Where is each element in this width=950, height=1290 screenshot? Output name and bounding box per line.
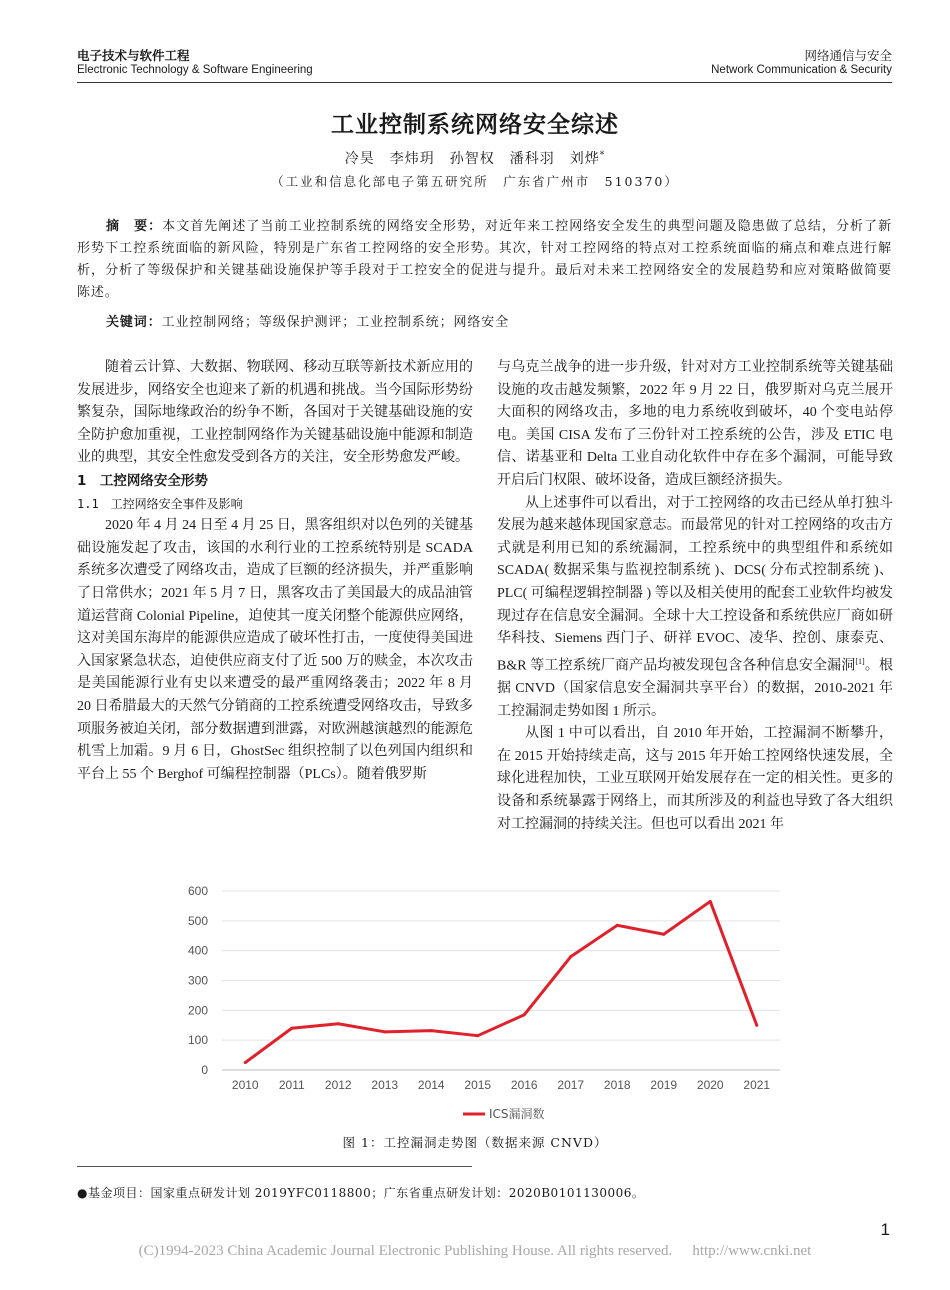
author-names: 冷昊 李炜玥 孙智权 潘科羽 刘烨 [344,151,600,167]
body-column-right [497,357,893,836]
x-tick-label: 2018 [603,1078,631,1092]
y-tick-label: 300 [187,973,208,988]
subsection-heading-1-1: 1.1 工控网络安全事件及影响 [77,496,243,511]
data-point [709,900,712,903]
legend-label: ICS漏洞数 [489,1107,545,1121]
x-tick-label: 2014 [417,1078,445,1092]
data-point [290,1027,293,1030]
intro-paragraph: 随着云计算、大数据、物联网、移动互联等新技术新应用的发展进步，网络安全也迎来了新的机遇和挑战。当今国际形势纷繁复杂，国际地缘政治的纷争不断，各国对于关键基础设施的安全防护愈加重视，工业控制网络作为关键基础设施中能源和制造业的典型，其安全性愈发受到各方的关注，安全形势愈发严峻。 [77,360,473,466]
x-tick-label: 2013 [371,1078,399,1092]
x-tick-label: 2017 [557,1078,585,1092]
x-tick-label: 2016 [510,1078,538,1092]
section-name-en: Network Communication & Security [711,64,892,76]
paragraph-events: 2020 年 4 月 24 日至 4 月 25 日，黑客组织对以色列的关键基础设施发起了攻击，该国的水利行业的工控系统特别是 SCADA 系统多次遭受了网络攻击，造成了巨额的经济损失，并严重影响了日常供水；2021 年 5 月 7 日，黑客攻击了美国最大的成品油管道运营商 Colonial Pipeline，迫使其一度关闭整个能源供应网络，这对美国东海岸的能源供应造成了破坏性打击，一度使得美国进入国家紧急状态，迫使供应商支付了近 500 万的赎金，本次攻击是美国能源行业有史以来遭受的最严重网络袭击；2022 年 8 月 20 日希腊最大的天然气分销商的工控系统遭受网络攻击，导致多项服务被迫关闭，部分数据遭到泄露，对欧洲越演越烈的能源危机雪上加霜。9 月 6 日，GhostSec 组织控制了以色列国内组织和平台上 55 个 Berghof 可编程控制器（PLCs）。随着俄罗斯 [77,518,473,782]
data-point [523,1013,526,1016]
y-tick-label: 600 [187,884,208,898]
data-point [569,955,572,958]
page-number: 1 [880,1220,890,1239]
citation-ref[interactable]: [1] [855,656,865,666]
paragraph-vulnerabilities [497,493,893,724]
y-tick-label: 500 [187,913,208,928]
y-tick-label: 100 [187,1033,208,1048]
cnki-url[interactable]: http://www.cnki.net [692,1243,812,1259]
ics-vulnerability-line-chart [160,876,800,1132]
copyright-text: (C)1994-2023 China Academic Journal Electronic Publishing House. All rights reserved. [138,1243,673,1259]
header-divider [77,82,892,83]
copyright-watermark [0,1243,950,1260]
paragraph-vulnerabilities-b: 。根据 CNVD（国家信息安全漏洞共享平台）的数据，2010-2021 年工控漏洞走势如图 1 所示。 [497,658,893,719]
journal-name-en: Electronic Technology & Software Engineering [77,64,313,76]
corresponding-mark: * [599,150,606,161]
x-tick-label: 2020 [696,1078,724,1092]
x-tick-label: 2015 [464,1078,492,1092]
body-column-left [77,357,473,786]
footnote-divider [77,1166,472,1167]
journal-name-cn: 电子技术与软件工程 [77,48,190,63]
keywords-text: 工业控制网络；等级保护测评；工业控制系统；网络安全 [161,315,510,330]
abstract-label: 摘 要： [106,219,163,234]
abstract-text: 本文首先阐述了当前工业控制系统的网络安全形势，对近年来工控网络安全发生的典型问题及隐患做了总结，分析了新形势下工控系统面临的新风险，特别是广东省工控网络的安全形势。其次，针对工控网络的特点对工控系统面临的痛点和难点进行解析，分析了等级保护和关键基础设施保护等手段对于工控安全的促进与提升。最后对未来工控网络安全的发展趋势和应对策略做简要陈述。 [77,219,892,300]
x-tick-label: 2010 [231,1078,259,1092]
data-point [662,933,665,936]
data-point [383,1030,386,1033]
y-tick-label: 400 [187,943,208,958]
abstract [77,216,892,304]
data-point [616,924,619,927]
data-point [755,1024,758,1027]
section-name-cn: 网络通信与安全 [804,48,892,63]
paragraph-trend: 从图 1 中可以看出，自 2010 年开始，工控漏洞不断攀升，在 2015 开始持续走高，这与 2015 年开始工控网络快速发展，全球化进程加快，工业互联网开始发展存在一定的相关性。更多的设备和系统暴露于网络上，而其所涉及的利益也导致了各大组织对工控漏洞的持续关注。但也可以看出 2021 年 [497,726,893,832]
affiliation: （工业和信息化部电子第五研究所 广东省广州市 510370） [271,174,679,189]
y-tick-label: 0 [201,1063,208,1077]
x-tick-label: 2012 [324,1078,352,1092]
figure-caption: 图 1：工控漏洞走势图（数据来源 CNVD） [342,1135,608,1150]
data-point [244,1061,247,1064]
article-title: 工业控制系统网络安全综述 [331,112,619,138]
data-point [337,1022,340,1025]
paragraph-events-continued: 与乌克兰战争的进一步升级，针对对方工业控制系统等关键基础设施的攻击越发频繁，2022 年 9 月 22 日，俄罗斯对乌克兰展开大面积的网络攻击，多地的电力系统收到破坏，40 个变电站停电。美国 CISA 发布了三份针对工控系统的公告，涉及 ETIC 电信、诺基亚和 Delta 工业自动化软件中存在多个漏洞，可能导致开启后门权限、破坏设备，造成巨额经济损失。 [497,360,893,488]
data-point [476,1034,479,1037]
y-tick-label: 200 [187,1003,208,1018]
author-list [0,148,950,168]
keywords [106,311,886,330]
x-tick-label: 2021 [743,1078,771,1092]
paragraph-vulnerabilities-a: 从上述事件可以看出，对于工控网络的攻击已经从单打独斗发展为越来越体现国家意志。而最常见的针对工控网络的攻击方式就是利用已知的系统漏洞，工控系统中的典型组件和系统如 SCADA( 数据采集与监视控制系统 )、DCS( 分布式控制系统 )、PLC( 可编程逻辑控制器 ) 等以及相关使用的配套工业软件均被发现过存在信息安全漏洞。全球十大工控设备和系统供应厂商如研华科技、Siemens 西门子、研祥 EVOC、凌华、控创、康泰克、B&R 等工控系统厂商产品均被发现包含各种信息安全漏洞 [497,495,893,674]
data-point [430,1029,433,1032]
section-heading-1: 1 工控网络安全形势 [77,472,208,489]
keywords-label: 关键词： [106,315,162,330]
funding-footnote: ●基金项目：国家重点研发计划 2019YFC0118800；广东省重点研发计划：2020B0101130006。 [77,1186,645,1200]
x-tick-label: 2019 [650,1078,678,1092]
series-line [245,901,757,1062]
x-tick-label: 2011 [278,1078,305,1092]
